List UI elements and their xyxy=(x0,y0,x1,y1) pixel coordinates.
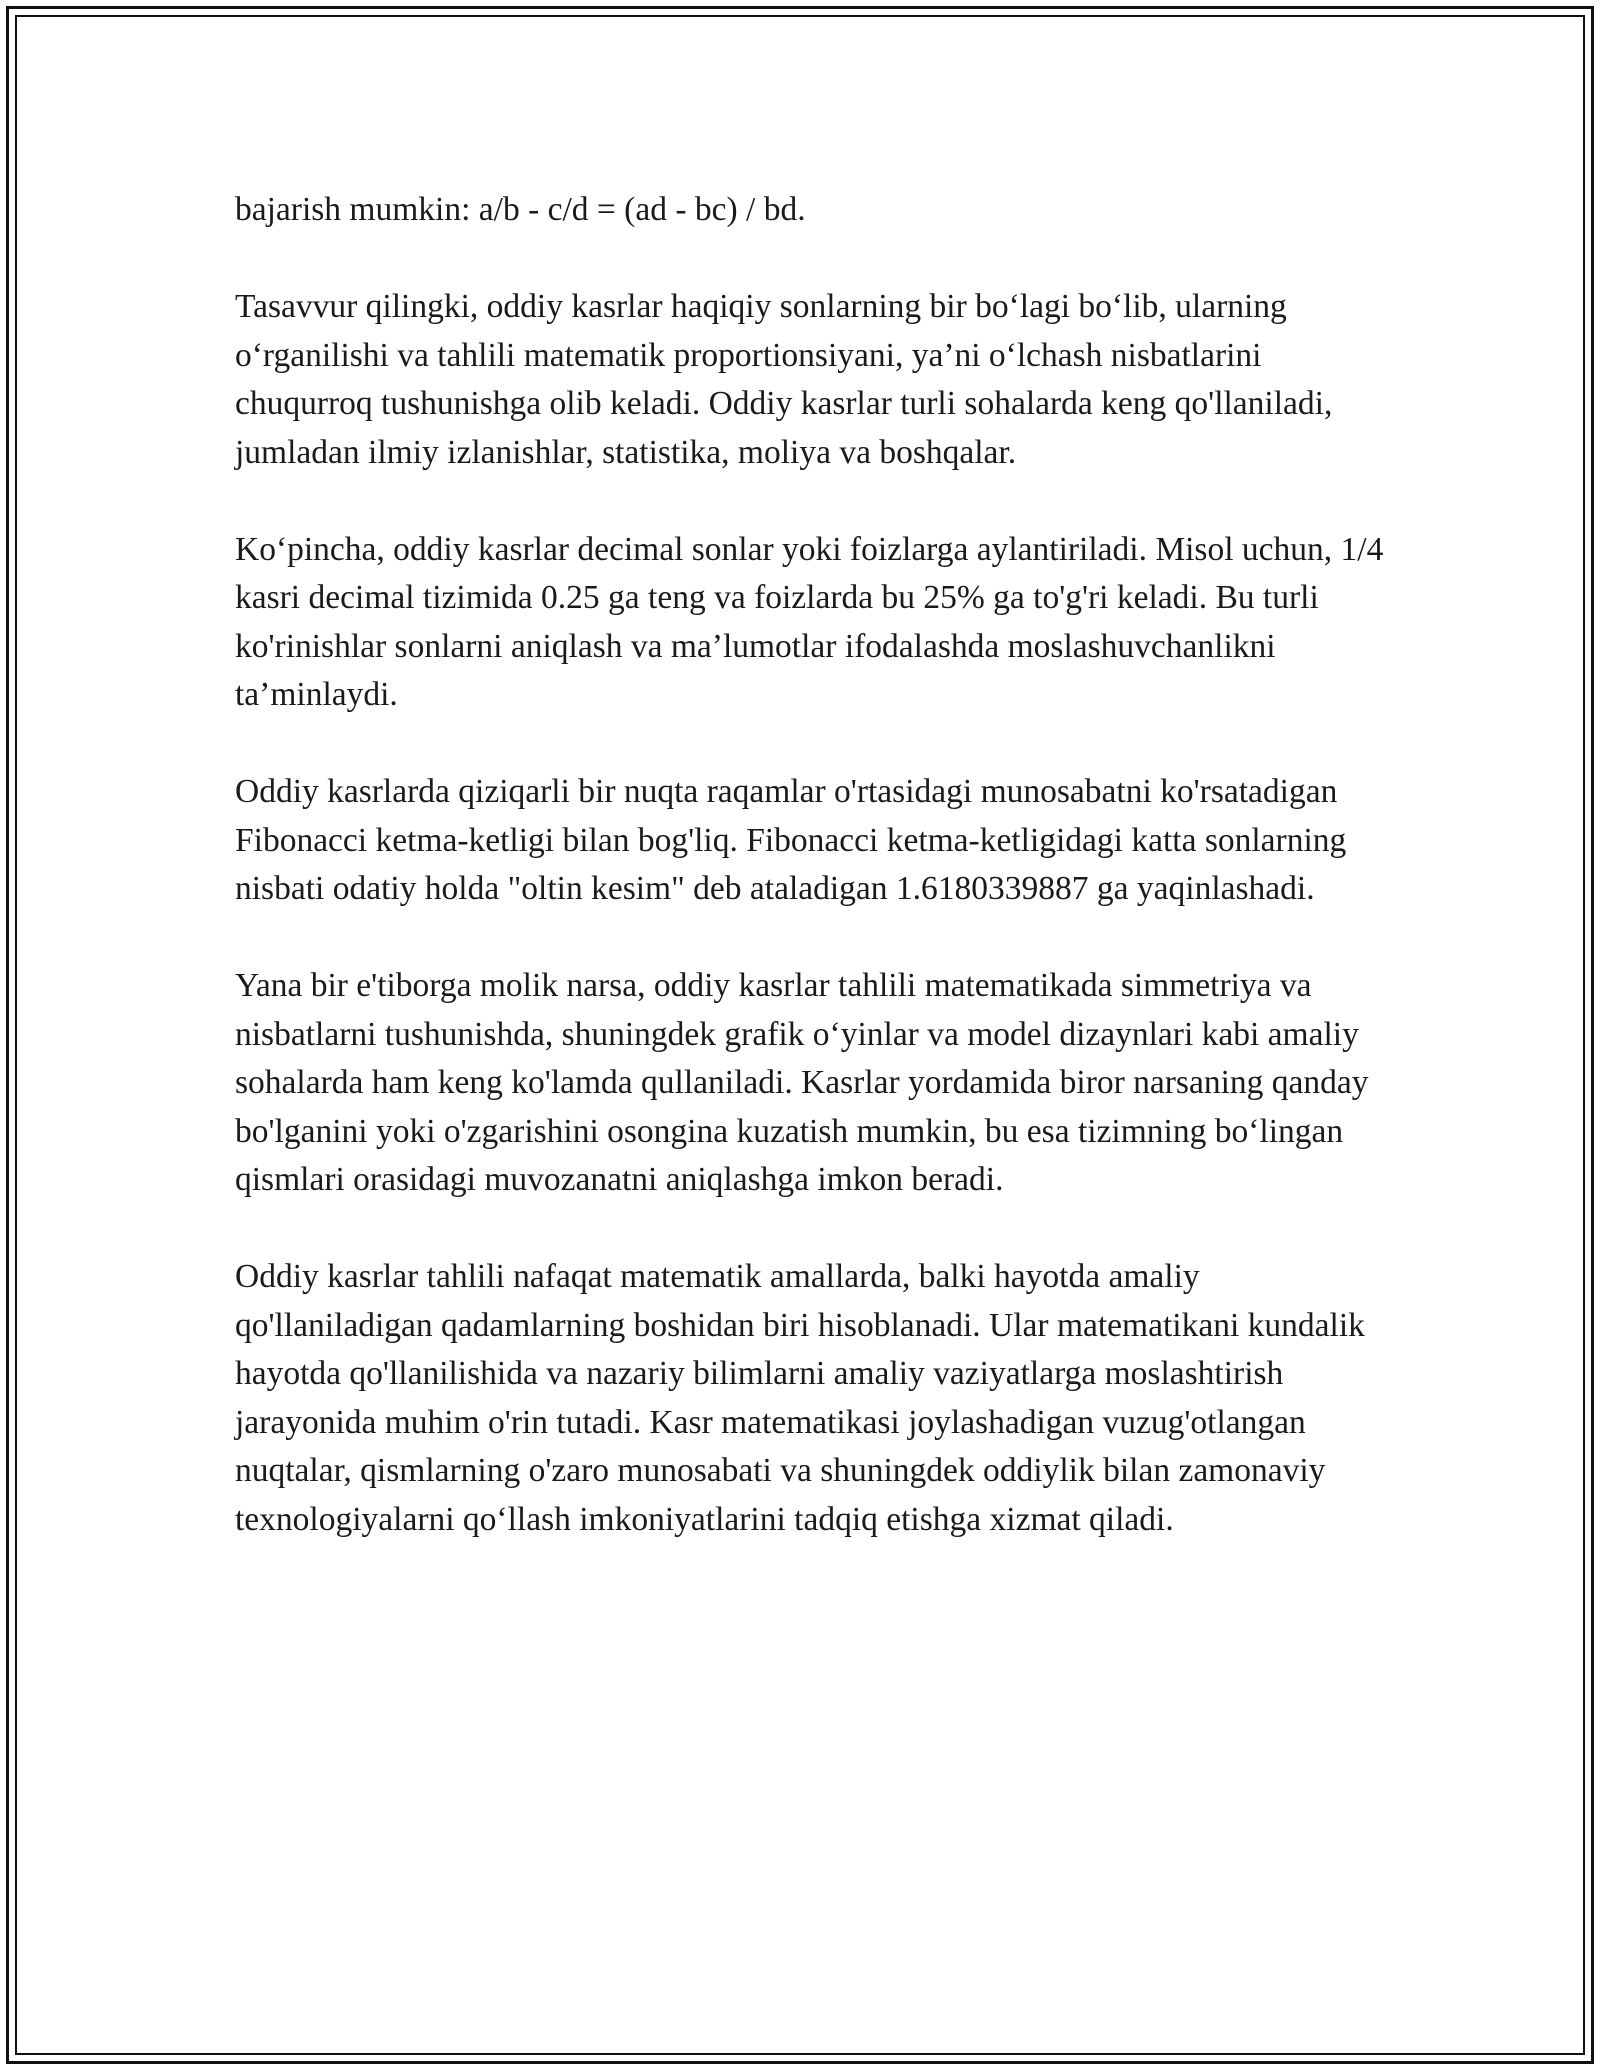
paragraph-2: Tasavvur qilingki, oddiy kasrlar haqiqiy sonlarning bir bo‘lagi bo‘lib, ularning o‘rganilishi va tahlili matematik proportionsiyani, ya’ni o‘lchash nisbatlarini chuqurroq tushunishga olib keladi. Oddiy kasrlar turli sohalarda keng qo'llaniladi, jumladan ilmiy izlanishlar, statistika, moliya va boshqalar. xyxy=(235,288,1333,471)
paragraph-3: Ko‘pincha, oddiy kasrlar decimal sonlar yoki foizlarga aylantiriladi. Misol uchun, 1/4 kasri decimal tizimida 0.25 ga teng va foizlarda bu 25% ga to'g'ri keladi. Bu turli ko'rinishlar sonlarni aniqlash va ma’lumotlar ifodalashda moslashuvchanlikni ta’minlaydi. xyxy=(235,530,1384,713)
document-body xyxy=(235,186,1385,1593)
paragraph-5: Yana bir e'tiborga molik narsa, oddiy kasrlar tahlili matematikada simmetriya va nisbatlarni tushunishda, shuningdek grafik o‘yinlar va model dizaynlari kabi amaliy sohalarda ham keng ko'lamda qullaniladi. Kasrlar yordamida biror narsaning qanday bo'lganini yoki o'zgarishini osongina kuzatish mumkin, bu esa tizimning bo‘lingan qismlari orasidagi muvozanatni aniqlashga imkon beradi. xyxy=(235,967,1369,1198)
paragraph-4: Oddiy kasrlarda qiziqarli bir nuqta raqamlar o'rtasidagi munosabatni ko'rsatadigan Fibonacci ketma-ketligi bilan bog'liq. Fibonacci ketma-ketligidagi katta sonlarning nisbati odatiy holda "oltin kesim" deb ataladigan 1.6180339887 ga yaqinlashadi. xyxy=(235,773,1347,907)
paragraph-1: bajarish mumkin: a/b - c/d = (ad - bc) / bd. xyxy=(235,191,806,228)
paragraph-6: Oddiy kasrlar tahlili nafaqat matematik amallarda, balki hayotda amaliy qo'llaniladigan qadamlarning boshidan biri hisoblanadi. Ular matematikani kundalik hayotda qo'llanilishida va nazariy bilimlarni amaliy vaziyatlarga moslashtirish jarayonida muhim o'rin tutadi. Kasr matematikasi joylashadigan vuzug'otlangan nuqtalar, qismlarning o'zaro munosabati va shuningdek oddiylik bilan zamonaviy texnologiyalarni qo‘llash imkoniyatlarini tadqiq etishga xizmat qiladi. xyxy=(235,1258,1365,1538)
